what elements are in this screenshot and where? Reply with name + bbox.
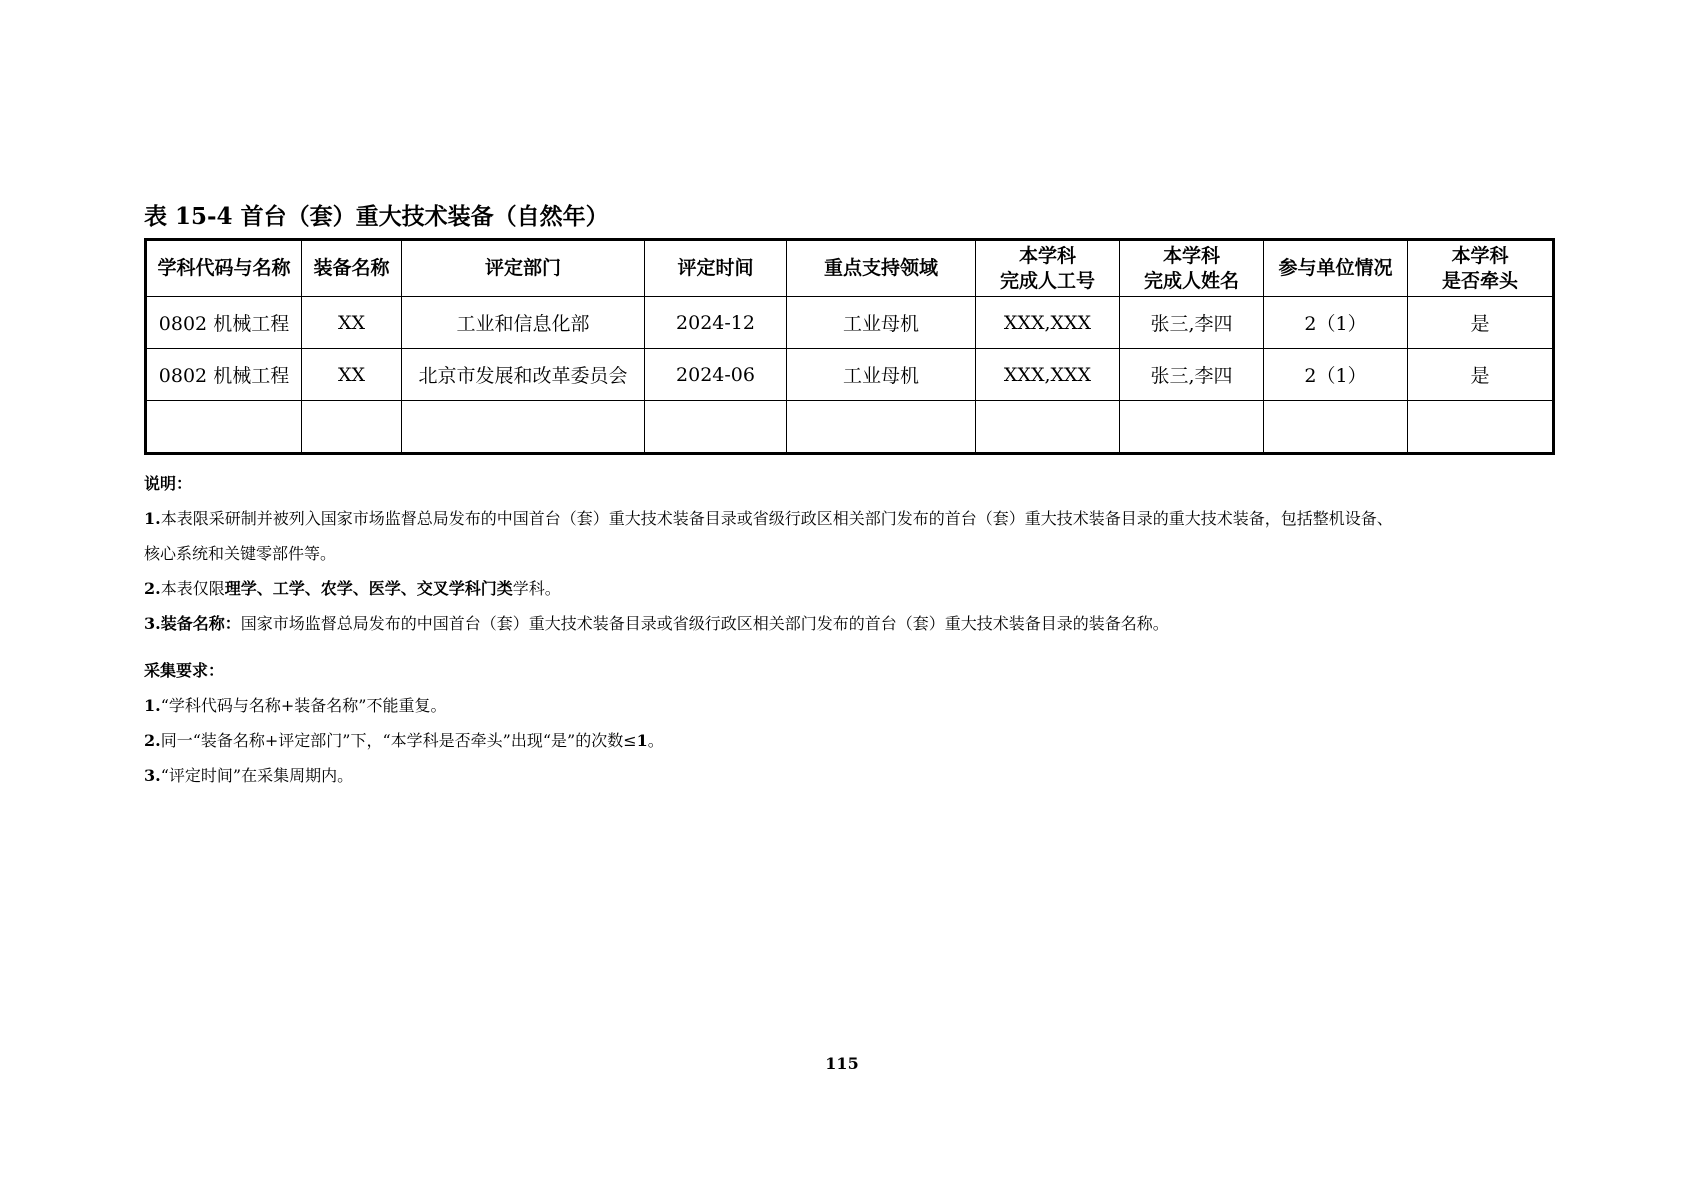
table-cell: 2024-06: [645, 349, 787, 401]
table-cell: [302, 401, 402, 454]
table-cell: [1408, 401, 1554, 454]
table-cell: 0802 机械工程: [146, 297, 302, 349]
table-cell: [1120, 401, 1264, 454]
table-cell: 工业母机: [787, 349, 976, 401]
note-item: 2.本表仅限理学、工学、农学、医学、交叉学科门类学科。: [144, 579, 561, 598]
header-is-leading: 本学科 是否牵头: [1408, 240, 1554, 297]
note-item-continued: 核心系统和关键零部件等。: [144, 544, 337, 563]
table-cell: 0802 机械工程: [146, 349, 302, 401]
header-completer-id: 本学科 完成人工号: [976, 240, 1120, 297]
table-cell: [976, 401, 1120, 454]
equipment-table: [144, 238, 1555, 455]
requirement-item: 1.“学科代码与名称+装备名称”不能重复。: [144, 696, 447, 715]
note-item: 1.本表限采研制并被列入国家市场监督总局发布的中国首台（套）重大技术装备目录或省级行政区相关部门发布的首台（套）重大技术装备目录的重大技术装备，包括整机设备、: [144, 509, 1393, 528]
table-cell: [645, 401, 787, 454]
table-header-row: [146, 240, 1554, 297]
header-evaluation-department: 评定部门: [402, 240, 645, 297]
table-cell: 2（1）: [1264, 297, 1408, 349]
notes-heading: 说明：: [144, 474, 193, 493]
table-cell: 是: [1408, 297, 1554, 349]
header-completer-name: 本学科 完成人姓名: [1120, 240, 1264, 297]
table-row: [146, 297, 1554, 349]
table-title: 表 15-4 首台（套）重大技术装备（自然年）: [144, 203, 609, 230]
requirements-heading: 采集要求：: [144, 661, 225, 680]
table-cell: 是: [1408, 349, 1554, 401]
table-cell: 工业母机: [787, 297, 976, 349]
header-key-support-field: 重点支持领域: [787, 240, 976, 297]
requirement-item: 3.“评定时间”在采集周期内。: [144, 766, 354, 785]
table-row-empty: [146, 401, 1554, 454]
table-cell: 张三,李四: [1120, 349, 1264, 401]
note-item: 3.装备名称：国家市场监督总局发布的中国首台（套）重大技术装备目录或省级行政区相关部门发布的首台（套）重大技术装备目录的装备名称。: [144, 614, 1169, 633]
table-row: [146, 349, 1554, 401]
table-cell: 张三,李四: [1120, 297, 1264, 349]
table-cell: 工业和信息化部: [402, 297, 645, 349]
table-cell: 北京市发展和改革委员会: [402, 349, 645, 401]
table-cell: XXX,XXX: [976, 297, 1120, 349]
header-evaluation-time: 评定时间: [645, 240, 787, 297]
header-discipline-code: 学科代码与名称: [146, 240, 302, 297]
table-cell: 2024-12: [645, 297, 787, 349]
page-number: 115: [825, 1054, 859, 1073]
table-cell: [402, 401, 645, 454]
table-cell: [1264, 401, 1408, 454]
notes-section: [144, 466, 1564, 793]
table-cell: 2（1）: [1264, 349, 1408, 401]
table-cell: XX: [302, 297, 402, 349]
header-equipment-name: 装备名称: [302, 240, 402, 297]
header-participating-units: 参与单位情况: [1264, 240, 1408, 297]
table-cell: [146, 401, 302, 454]
table-cell: [787, 401, 976, 454]
requirement-item: 2.同一“装备名称+评定部门”下，“本学科是否牵头”出现“是”的次数≤1。: [144, 731, 664, 750]
table-cell: XXX,XXX: [976, 349, 1120, 401]
table-cell: XX: [302, 349, 402, 401]
